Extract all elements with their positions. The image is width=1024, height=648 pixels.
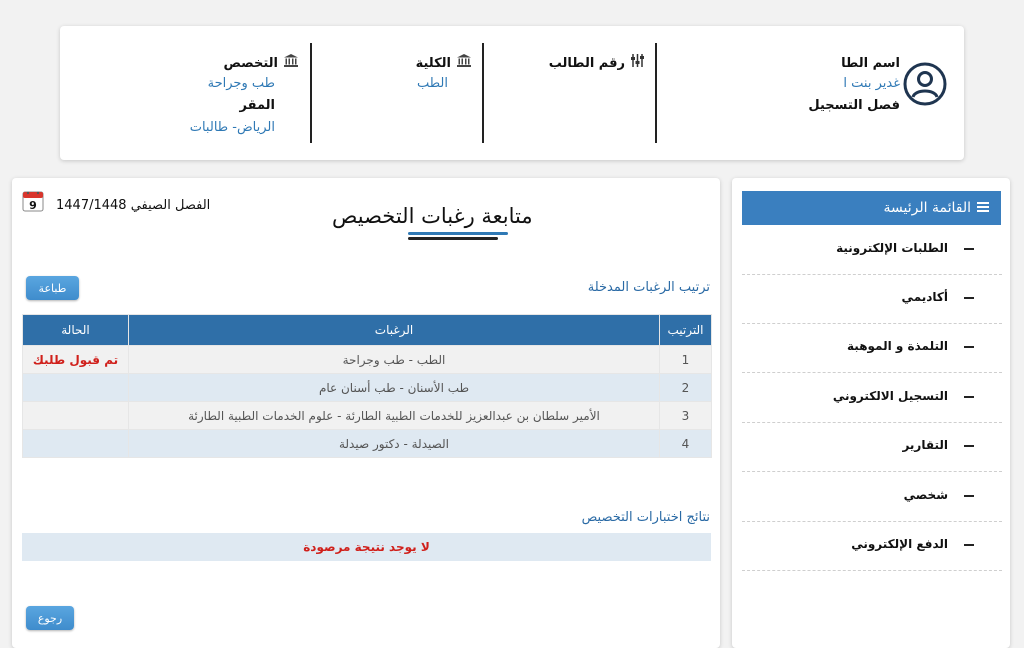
sidebar-item-label: التلمذة و الموهبة [847, 339, 948, 353]
dash-icon [964, 346, 974, 348]
table-row [23, 430, 712, 458]
table-row [23, 374, 712, 402]
student-id-label: رقم الطالب [548, 56, 625, 71]
results-section-title: نتائج اختبارات التخصيص [581, 510, 710, 525]
status-cell [23, 374, 129, 402]
rank-column-header: الترتيب [660, 315, 712, 346]
status-cell [23, 430, 129, 458]
specialization-value: طب وجراحة [207, 76, 275, 91]
title-underline [408, 232, 508, 235]
sidebar-item-mentorship-talent[interactable] [742, 324, 1002, 373]
institution-icon [284, 54, 298, 71]
header-divider [482, 43, 484, 143]
rank-cell: 4 [660, 430, 712, 458]
status-cell [23, 402, 129, 430]
sidebar-item-electronic-payment[interactable] [742, 522, 1002, 571]
header-divider [310, 43, 312, 143]
dash-icon [964, 445, 974, 447]
no-result-message: لا يوجد نتيجة مرصودة [22, 533, 711, 561]
calendar-day: 9 [29, 199, 37, 212]
main-menu-title: القائمة الرئيسة [883, 200, 971, 216]
college-field [416, 54, 471, 71]
student-name-label: اسم الطا [841, 56, 900, 71]
semester-label: الفصل الصيفي 1447/1448 [56, 198, 211, 213]
wish-cell: الأمير سلطان بن عبدالعزيز للخدمات الطبية الطارئة - علوم الخدمات الطبية الطارئة [129, 402, 660, 430]
header-divider [655, 43, 657, 143]
institution-icon [457, 54, 471, 71]
print-button[interactable]: طباعة [26, 276, 79, 300]
sidebar-item-personal[interactable] [742, 473, 1002, 522]
dash-icon [964, 544, 974, 546]
college-value: الطب [416, 76, 448, 91]
student-id-field [549, 54, 644, 71]
sidebar-item-label: الطلبات الإلكترونية [836, 241, 948, 255]
menu-bars-icon [977, 191, 989, 225]
student-name-value: غدير بنت ا [843, 76, 900, 91]
student-info-card [60, 26, 964, 160]
registration-semester-label: فصل التسجيل [808, 98, 900, 113]
main-menu-header[interactable] [742, 191, 1001, 225]
campus-value: الرياض- طالبات [189, 120, 275, 135]
wish-cell: الصيدلة - دكتور صيدلة [129, 430, 660, 458]
status-cell: تم قبول طلبك [23, 346, 129, 374]
dash-icon [964, 248, 974, 250]
title-underline [408, 237, 498, 240]
status-column-header: الحالة [23, 315, 129, 346]
sidebar-item-label: التسجيل الالكتروني [832, 389, 948, 403]
sidebar-item-electronic-registration[interactable] [742, 374, 1002, 423]
rank-cell: 3 [660, 402, 712, 430]
college-label: الكلية [415, 56, 451, 71]
page-title: متابعة رغبات التخصيص [332, 204, 533, 228]
wishes-column-header: الرغبات [129, 315, 660, 346]
sidebar-item-label: الدفع الإلكتروني [851, 537, 948, 551]
user-avatar-icon [903, 62, 947, 106]
sidebar-item-electronic-requests[interactable] [742, 226, 1002, 275]
back-button[interactable]: رجوع [26, 606, 74, 630]
table-row [23, 346, 712, 374]
sidebar-item-label: أكاديمي [901, 290, 948, 304]
table-header-row [23, 315, 712, 346]
main-content-card [12, 178, 720, 648]
specialization-field [223, 54, 298, 71]
wishes-section-title: ترتيب الرغبات المدخلة [587, 280, 710, 295]
sidebar-item-label: شخصي [903, 488, 948, 502]
sidebar-item-reports[interactable] [742, 423, 1002, 472]
sliders-icon [631, 54, 644, 71]
dash-icon [964, 297, 974, 299]
wishes-table [22, 314, 712, 458]
specialization-label: التخصص [223, 56, 278, 71]
rank-cell: 2 [660, 374, 712, 402]
dash-icon [964, 495, 974, 497]
dash-icon [964, 396, 974, 398]
sidebar-item-label: التقارير [902, 438, 948, 452]
wish-cell: الطب - طب وجراحة [129, 346, 660, 374]
sidebar [732, 178, 1010, 648]
calendar-icon [22, 190, 44, 212]
wish-cell: طب الأسنان - طب أسنان عام [129, 374, 660, 402]
table-row [23, 402, 712, 430]
rank-cell: 1 [660, 346, 712, 374]
sidebar-item-academic[interactable] [742, 275, 1002, 324]
campus-label: المقر [239, 98, 275, 113]
